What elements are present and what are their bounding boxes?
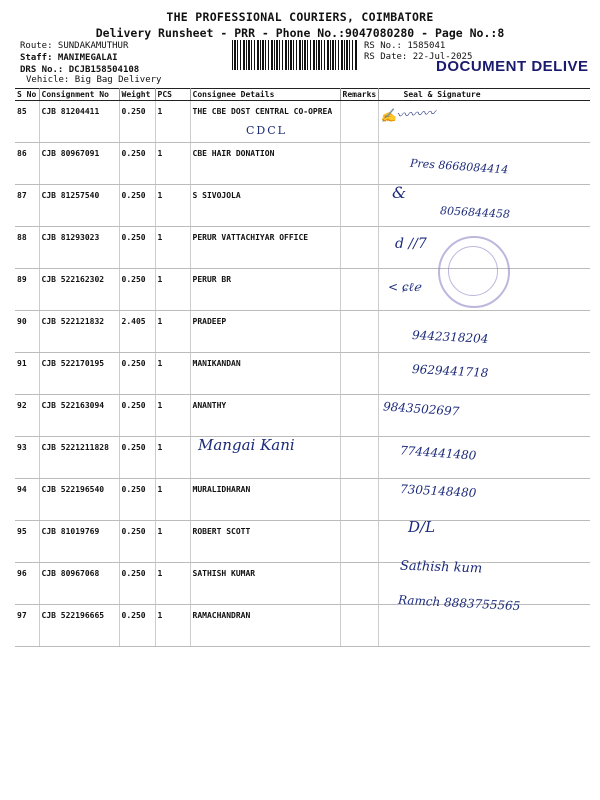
signature-89: < ɕℓℯ [388,280,421,294]
pcs-cell: 1 [155,563,190,605]
remarks-cell [340,395,378,437]
remarks-cell [340,143,378,185]
consignment-cell: CJB 81019769 [39,521,119,563]
sno-cell: 85 [15,101,39,143]
table-row [15,395,590,437]
consignee-cell: SATHISH KUMAR [190,563,340,605]
pcs-cell: 1 [155,269,190,311]
col-pcs: PCS [155,89,190,101]
sno-cell: 89 [15,269,39,311]
consignment-cell: CJB 522196540 [39,479,119,521]
consignment-cell: CJB 5221211828 [39,437,119,479]
pcs-cell: 1 [155,479,190,521]
weight-cell: 0.250 [119,479,155,521]
signature-93: 7744441480 [399,443,477,463]
pcs-cell: 1 [155,605,190,647]
pcs-cell: 1 [155,353,190,395]
weight-cell: 0.250 [119,395,155,437]
consignment-cell: CJB 522163094 [39,395,119,437]
col-remarks: Remarks [340,89,378,101]
weight-cell: 0.250 [119,521,155,563]
pcs-cell: 1 [155,101,190,143]
signature-91: 9629441718 [411,362,489,380]
pcs-cell: 1 [155,311,190,353]
sno-cell: 97 [15,605,39,647]
sno-cell: 87 [15,185,39,227]
col-weight: Weight [119,89,155,101]
consignment-cell: CJB 80967091 [39,143,119,185]
consignee-cell: PERUR VATTACHIYAR OFFICE [190,227,340,269]
pcs-cell: 1 [155,143,190,185]
remarks-cell [340,353,378,395]
table-row [15,353,590,395]
consignee-cell: PRADEEP [190,311,340,353]
remarks-cell [340,605,378,647]
remarks-cell [340,227,378,269]
consignee-cell: RAMACHANDRAN [190,605,340,647]
signature-95: D/L [408,518,436,536]
weight-cell: 0.250 [119,185,155,227]
col-signature: Seal & Signature [378,89,590,101]
signature-87-mark: & [392,183,407,202]
consignee-cell: THE CBE DOST CENTRAL CO-OPREA [190,101,340,143]
runsheet-subtitle: Delivery Runsheet - PRR - Phone No.:9047080280 - Page No.:8 [95,26,505,40]
handwritten-cdcl: CDCL [246,124,287,137]
weight-cell: 0.250 [119,143,155,185]
signature-86: Pres 8668084414 [409,156,509,177]
col-consignment: Consignment No [39,89,119,101]
table-header-row [15,89,590,101]
staff-label: Staff: MANIMEGALAI [20,53,118,63]
consignee-cell: ANANTHY [190,395,340,437]
sno-cell: 90 [15,311,39,353]
pcs-cell: 1 [155,521,190,563]
handwritten-consignee-93: Mangai Kani [198,436,295,454]
consignee-cell: MANIKANDAN [190,353,340,395]
company-title: THE PROFESSIONAL COURIERS, COIMBATORE [166,10,434,24]
pcs-cell: 1 [155,395,190,437]
consignment-cell: CJB 522162302 [39,269,119,311]
vehicle-label: Vehicle: Big Bag Delivery [26,75,162,85]
consignment-cell: CJB 522196665 [39,605,119,647]
consignee-cell: MURALIDHARAN [190,479,340,521]
pcs-cell: 1 [155,437,190,479]
remarks-cell [340,563,378,605]
table-row [15,101,590,143]
signature-90: 9442318204 [411,328,489,346]
consignment-cell: CJB 81257540 [39,185,119,227]
signature-87: 8056844458 [439,204,511,221]
signature-94: 7305148480 [399,482,477,500]
weight-cell: 0.250 [119,353,155,395]
remarks-cell [340,311,378,353]
weight-cell: 0.250 [119,437,155,479]
office-seal [438,236,510,308]
consignee-cell: S SIVOJOLA [190,185,340,227]
consignment-cell: CJB 522170195 [39,353,119,395]
route-label: Route: SUNDAKAMUTHUR [20,41,129,51]
weight-cell: 0.250 [119,101,155,143]
table-row [15,479,590,521]
sno-cell: 91 [15,353,39,395]
sno-cell: 95 [15,521,39,563]
sno-cell: 94 [15,479,39,521]
consignment-cell: CJB 522121832 [39,311,119,353]
table-row [15,521,590,563]
remarks-cell [340,269,378,311]
weight-cell: 0.250 [119,269,155,311]
col-consignee: Consignee Details [190,89,340,101]
sno-cell: 88 [15,227,39,269]
consignee-cell: PERUR BR [190,269,340,311]
weight-cell: 2.405 [119,311,155,353]
drs-label: DRS No.: DCJB158504108 [20,65,140,75]
consignee-cell: ROBERT SCOTT [190,521,340,563]
rs-number: RS No.: 1585041 [364,41,446,51]
consignment-cell: CJB 80967068 [39,563,119,605]
sno-cell: 92 [15,395,39,437]
signature-96: Sathish kum [399,558,483,577]
consignment-cell: CJB 81204411 [39,101,119,143]
pcs-cell: 1 [155,227,190,269]
sno-cell: 96 [15,563,39,605]
signature-88: d ∕∕7 [395,236,427,252]
signature-92: 9843502697 [382,399,460,419]
document-delivery-stamp: DOCUMENT DELIVE [436,58,589,75]
sno-cell: 93 [15,437,39,479]
signature-97: Ramch 8883755565 [397,592,521,614]
remarks-cell [340,185,378,227]
remarks-cell [340,479,378,521]
sno-cell: 86 [15,143,39,185]
consignee-cell: CBE HAIR DONATION [190,143,340,185]
barcode [232,40,358,70]
table-row [15,311,590,353]
consignment-cell: CJB 81293023 [39,227,119,269]
table-row [15,437,590,479]
remarks-cell [340,521,378,563]
col-sno: S No [15,89,39,101]
remarks-cell [340,437,378,479]
signature-85: ✍〰〰〰 [379,106,436,125]
rs-date: RS Date: 22-Jul-2025 [364,52,473,62]
weight-cell: 0.250 [119,227,155,269]
weight-cell: 0.250 [119,605,155,647]
weight-cell: 0.250 [119,563,155,605]
pcs-cell: 1 [155,185,190,227]
remarks-cell [340,101,378,143]
